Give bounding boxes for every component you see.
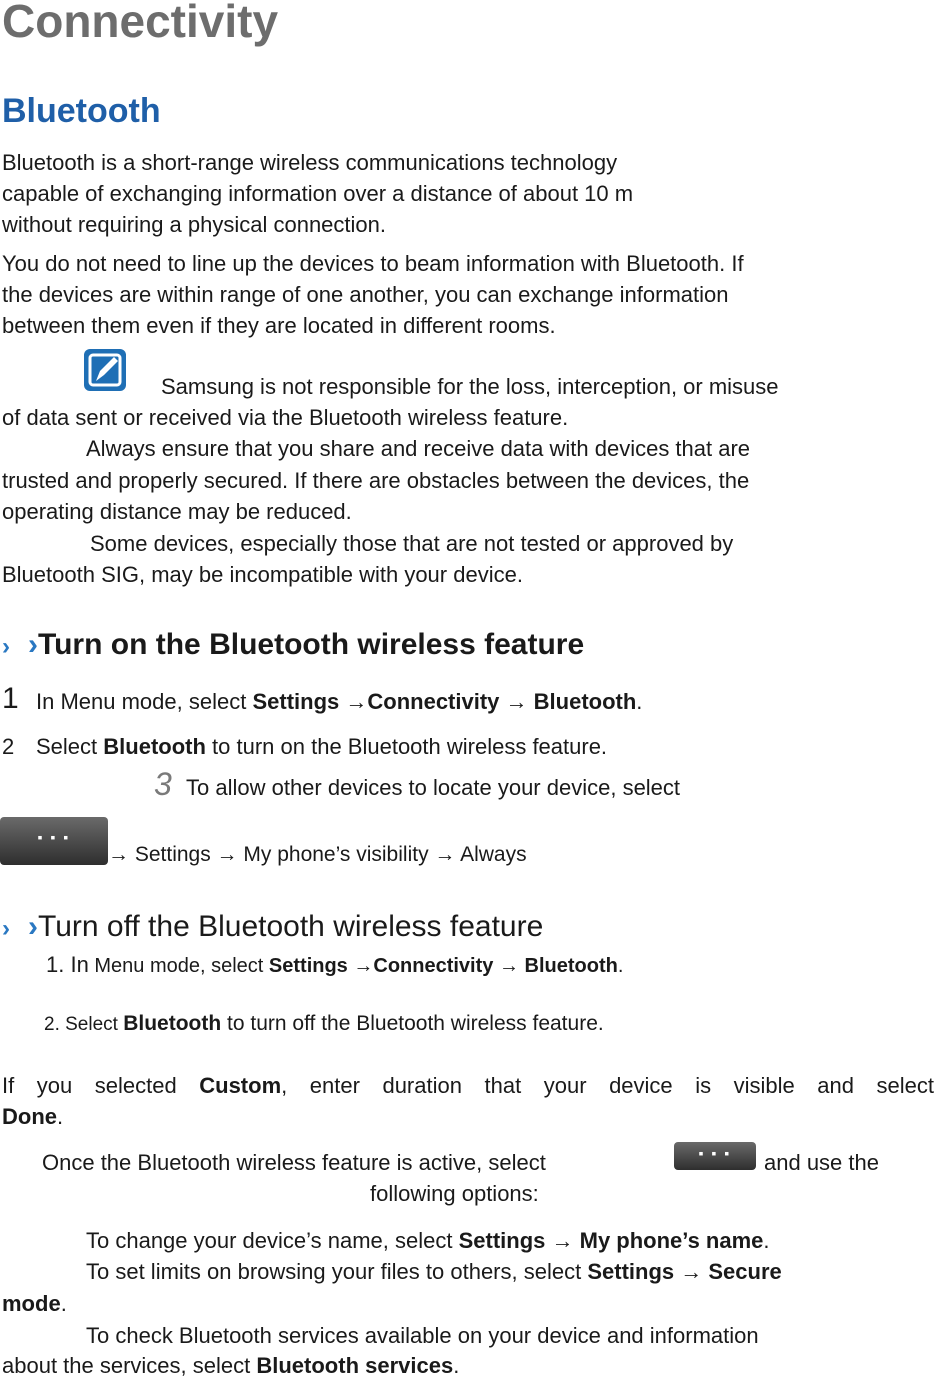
chevron-right-icon: › xyxy=(28,910,38,943)
more-options-icon[interactable]: ▪ ▪ ▪ xyxy=(674,1142,756,1170)
note-2b: trusted and properly secured. If there are obstacles between the devices, the xyxy=(2,468,750,493)
intro-line-3: without requiring a physical connection. xyxy=(2,212,387,237)
step-on-2-num: 2 xyxy=(2,734,15,759)
step-on-1: In Menu mode, select Settings →Connectivity → Bluetooth. xyxy=(36,689,643,714)
option-2-end: mode. xyxy=(2,1291,67,1316)
turn-off-heading: › ›Turn off the Bluetooth wireless feature xyxy=(2,910,544,943)
step-on-3-path: → Settings → My phone’s visibility → Always xyxy=(108,843,527,866)
para2-line-3: between them even if they are located in different rooms. xyxy=(2,313,556,338)
custom-line-1: If you selected Custom, enter duration that your device is visible and select xyxy=(2,1073,934,1098)
step-on-3-num: 3 xyxy=(154,766,172,802)
page-title: Connectivity xyxy=(2,0,279,47)
intro-line-2: capable of exchanging information over a distance of about 10 m xyxy=(2,181,634,206)
turn-on-heading: › ›Turn on the Bluetooth wireless feature xyxy=(2,628,585,661)
para2-line-2: the devices are within range of one another, you can exchange information xyxy=(2,282,729,307)
step-on-2: Select Bluetooth to turn on the Bluetooth wireless feature. xyxy=(36,734,608,759)
note-3b: Bluetooth SIG, may be incompatible with your device. xyxy=(2,562,523,587)
more-options-icon[interactable]: ▪ ▪ ▪ xyxy=(0,817,108,865)
step-off-1: 1. In Menu mode, select Settings →Connectivity → Bluetooth. xyxy=(46,952,624,977)
note-1a: Samsung is not responsible for the loss, interception, or misuse xyxy=(161,374,779,399)
step-on-3: To allow other devices to locate your device, select xyxy=(186,775,681,800)
chevron-right-icon: › xyxy=(28,628,38,661)
step-off-2: 2. Select Bluetooth to turn off the Bluetooth wireless feature. xyxy=(44,1012,604,1035)
chevron-right-icon: › xyxy=(2,915,10,942)
option-2: To set limits on browsing your files to others, select Settings → Secure xyxy=(86,1259,782,1284)
note-2a: Always ensure that you share and receive data with devices that are xyxy=(86,436,751,461)
option-3b: about the services, select Bluetooth services. xyxy=(2,1353,460,1378)
note-2c: operating distance may be reduced. xyxy=(2,499,352,524)
option-3a: To check Bluetooth services available on your device and information xyxy=(86,1323,759,1348)
note-3a: Some devices, especially those that are not tested or approved by xyxy=(90,531,734,556)
chevron-right-icon: › xyxy=(2,633,10,660)
para2-line-1: You do not need to line up the devices to beam information with Bluetooth. If xyxy=(2,251,744,276)
section-title: Bluetooth xyxy=(2,92,161,130)
intro-line-1: Bluetooth is a short-range wireless communications technology xyxy=(2,150,618,175)
options-line-1-end: and use the xyxy=(764,1150,879,1175)
options-line-2: following options: xyxy=(370,1181,539,1206)
custom-line-2: Done. xyxy=(2,1104,64,1129)
note-1b: of data sent or received via the Bluetooth wireless feature. xyxy=(2,405,569,430)
option-1: To change your device’s name, select Settings → My phone’s name. xyxy=(86,1228,770,1253)
options-line-1: Once the Bluetooth wireless feature is active, select xyxy=(42,1150,546,1175)
note-pencil-icon xyxy=(84,349,126,391)
step-on-1-num: 1 xyxy=(2,682,19,715)
